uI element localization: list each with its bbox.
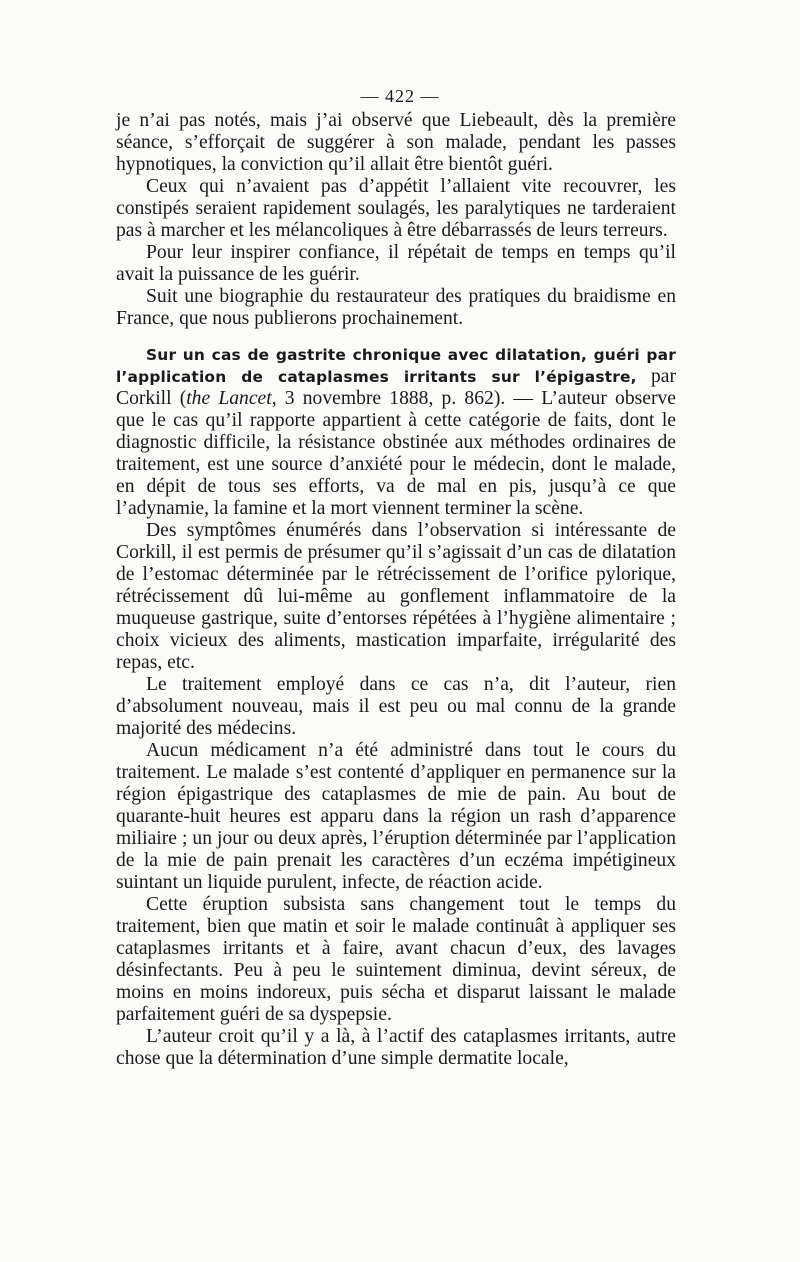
- section-gap: [116, 330, 676, 344]
- page-text: [116, 88, 676, 1070]
- paragraph: Suit une biographie du restaurateur des pratiques du braidisme en France, que nous publierons prochainement.: [116, 286, 676, 329]
- page-number: — 422 —: [360, 86, 440, 106]
- byline-post: , 3 novembre 1888, p. 862). — L’auteur observe que le cas qu’il rapporte appartient à cette catégorie de faits, dont le diagnostic difficile, la résistance obstinée aux méthodes ordinaires de traitement, est une source d’anxiété pour le médecin, dont le malade, en dépit de tous ses efforts, va de mal en pis, jusqu’à ce que l’adynamie, la famine et la mort viennent terminer la scène.: [116, 388, 676, 519]
- paragraph: Ceux qui n’avaient pas d’appétit l’allaient vite recouvrer, les constipés seraient rapidement soulagés, les paralytiques ne tarderaient pas à marcher et les mélancoliques à être débarrassés de leurs terreurs.: [116, 176, 676, 241]
- paragraph: je n’ai pas notés, mais j’ai observé que Liebeault, dès la première séance, s’efforçait de suggérer à son malade, pendant les passes hypnotiques, la conviction qu’il allait être bientôt guéri.: [116, 110, 676, 175]
- paragraph: Des symptômes énumérés dans l’observation si intéressante de Corkill, il est permis de présumer qu’il s’agissait d’un cas de dilatation de l’estomac déterminée par le rétrécissement de l’orifice pylorique, rétrécissement dû lui-même au gonflement inflammatoire de la muqueuse gastrique, suite d’entorses répétées à l’hygiène alimentaire ; choix vicieux des aliments, mastication imparfaite, irrégularité des repas, etc.: [116, 520, 676, 673]
- journal-name: the Lancet: [186, 388, 272, 409]
- article-title: Sur un cas de gastrite chronique avec dilatation, guéri par l’application de cataplasmes irritants sur l’épigastre,: [116, 346, 676, 386]
- paragraph: Pour leur inspirer confiance, il répétait de temps en temps qu’il avait la puissance de les guérir.: [116, 242, 676, 285]
- paragraph: Cette éruption subsista sans changement tout le temps du traitement, bien que matin et soir le malade continuât à appliquer ses cataplasmes irritants et à faire, avant chacun d’eux, des lavages désinfectants. Peu à peu le suintement diminua, devint séreux, de moins en moins indoreux, puis sécha et disparut laissant le malade parfaitement guéri de sa dyspepsie.: [116, 894, 676, 1025]
- paragraph: L’auteur croit qu’il y a là, à l’actif des cataplasmes irritants, autre chose que la détermination d’une simple dermatite locale,: [116, 1026, 676, 1069]
- article-intro-paragraph: [116, 344, 676, 520]
- paragraph: Le traitement employé dans ce cas n’a, dit l’auteur, rien d’absolument nouveau, mais il est peu ou mal connu de la grande majorité des médecins.: [116, 674, 676, 739]
- header-spacer: [116, 88, 676, 110]
- byline-pre: par Corkill (: [116, 366, 676, 409]
- paragraph: Aucun médicament n’a été administré dans tout le cours du traitement. Le malade s’est contenté d’appliquer en permanence sur la région épigastrique des cataplasmes de mie de pain. Au bout de quarante-huit heures est apparu dans la région un rash d’apparence miliaire ; un jour ou deux après, l’éruption déterminée par l’application de la mie de pain prenait les caractères d’un eczéma impétigineux suintant un liquide purulent, infecte, de réaction acide.: [116, 740, 676, 893]
